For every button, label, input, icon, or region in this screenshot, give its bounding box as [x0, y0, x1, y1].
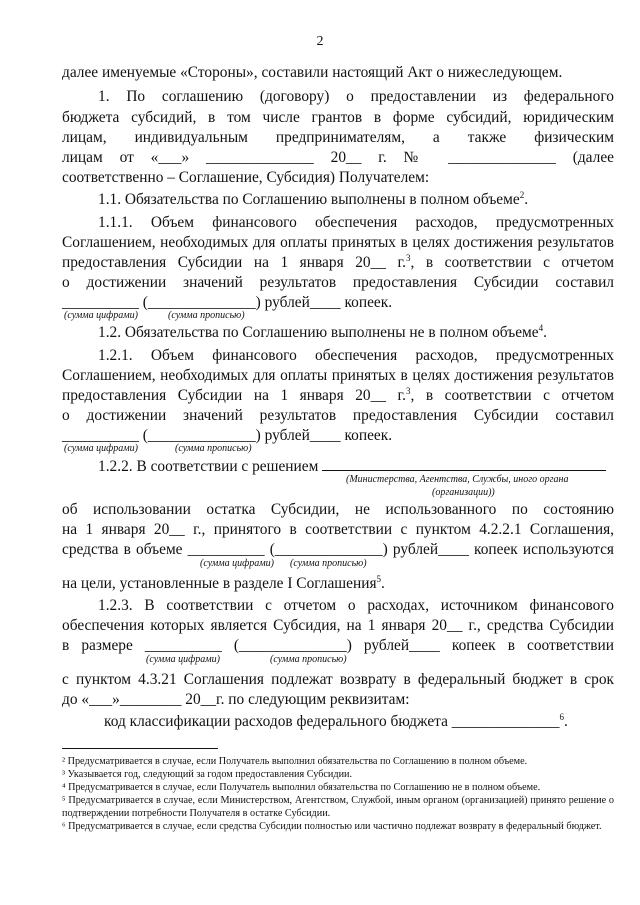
para-1-2-2-line: 1.2.2. В соответствии с решением — [98, 456, 614, 476]
footnote-ref: 5 — [376, 573, 382, 584]
para-1-line: лицам, индивидуальным предпринимателям, а также физическим — [62, 129, 614, 146]
hint-sum-words: (сумма прописью) — [175, 443, 252, 454]
para-1-2-1-line: о достижении значений результатов предоставления Субсидии составил — [62, 407, 614, 424]
budget-code-line: код классификации расходов федерального бюджета ______________$^6$. — [104, 711, 568, 730]
intro-line: далее именуемые «Стороны», составили настоящий Акт о нижеследующем. — [62, 64, 563, 81]
hint-sum-digits: (сумма цифрами) — [200, 558, 274, 569]
para-1-1-1-line: предоставления Субсидии на 1 января 20__ г.$^3$, в соответствии с отчетом — [62, 252, 614, 271]
para-1-2-2-line: об использовании остатка Субсидии, не использованного по состоянию — [62, 501, 614, 518]
para-1-1-1-amount: __________ (______________) рублей____ копеек. — [62, 294, 393, 311]
para-1-2-1-line: 1.2.1. Объем финансового обеспечения расходов, предусмотренных — [98, 347, 614, 364]
hint-sum-digits: (сумма цифрами) — [64, 443, 138, 454]
para-1-2-1-line: предоставления Субсидии на 1 января 20__ г.$^3$, в соответствии с отчетом — [62, 385, 614, 404]
para-1-2-3-line: в размере __________ (______________) рублей____ копеек в соответствии — [62, 637, 614, 654]
para-1-2-3-line: до «___»________ 20__г. по следующим реквизитам: — [62, 691, 410, 708]
para-1-2-3-line: с пунктом 4.3.21 Соглашения подлежат возврату в федеральный бюджет в срок — [62, 671, 614, 688]
hint-organization: (организации)) — [432, 487, 495, 498]
footnote-ref: 4 — [538, 322, 544, 333]
para-1-2-1-line: Соглашением, необходимых для оплаты принятых в целях достижения результатов — [62, 367, 614, 384]
para-1-2-2-line: на 1 января 20__ г., принятого в соответствии с пунктом 4.2.2.1 Соглашения, — [62, 521, 614, 538]
footnote-6: ⁶ Предусматривается в случае, если средства Субсидии полностью или частично подлежат возврату в федеральный бюджет. — [62, 821, 602, 832]
footnote-ref: 6 — [559, 711, 565, 722]
footnote-divider — [62, 748, 218, 749]
para-1-line: соответственно – Соглашение, Субсидия) Получателем: — [62, 169, 430, 186]
footnote-5: ⁵ Предусматривается в случае, если Министерством, Агентством, Службой, иным органом (организацией) принято решение о подтверждении потребности Получателя в остатке Субсидии. — [62, 795, 614, 819]
footnote-3: ³ Указывается год, следующий за годом предоставления Субсидии. — [62, 769, 353, 780]
para-1-line: бюджета субсидий, в том числе грантов в форме субсидий, юридическим — [62, 109, 614, 126]
decision-blank — [322, 456, 606, 471]
hint-ministry: (Министерства, Агентства, Службы, иного органа — [346, 474, 569, 485]
para-1-1-1-line: Соглашением, необходимых для оплаты принятых в целях достижения результатов — [62, 234, 614, 251]
para-1-2-3-line: обеспечения которых является Субсидия, на 1 января 20__ г., средства Субсидии — [62, 617, 614, 634]
hint-sum-digits: (сумма цифрами) — [64, 310, 138, 321]
para-1-1-1-line: 1.1.1. Объем финансового обеспечения расходов, предусмотренных — [98, 214, 614, 231]
para-1-2-2-line: на цели, установленные в разделе I Соглашения$^5$. — [62, 573, 385, 592]
para-1-2-1-amount: __________ (______________) рублей____ копеек. — [62, 427, 393, 444]
para-1-line: 1. По соглашению (договору) о предоставлении из федерального — [98, 88, 614, 105]
para-1-2-3-line: 1.2.3. В соответствии с отчетом о расходах, источником финансового — [98, 597, 614, 614]
footnote-ref: 2 — [519, 189, 525, 200]
hint-sum-digits: (сумма цифрами) — [146, 654, 220, 665]
footnote-2: ² Предусматривается в случае, если Получатель выполнил обязательства по Соглашению в полном объеме. — [62, 756, 528, 767]
para-1-1-1-line: о достижении значений результатов предоставления Субсидии составил — [62, 274, 614, 291]
footnote-4: ⁴ Предусматривается в случае, если Получатель выполнил обязательства по Соглашению не в полном объеме. — [62, 782, 541, 793]
para-1-2-heading: 1.2. Обязательства по Соглашению выполнены не в полном объеме$^4$. — [98, 322, 547, 341]
para-1-line: лицам от «___» ______________ 20__ г. № ______________ (далее — [62, 149, 614, 166]
para-1-1-heading: 1.1. Обязательства по Соглашению выполнены в полном объеме$^2$. — [98, 189, 529, 208]
footnote-ref: 3 — [405, 385, 411, 396]
para-1-2-2-line: средства в объеме __________ (______________) рублей____ копеек используются — [62, 541, 614, 558]
hint-sum-words: (сумма прописью) — [168, 310, 245, 321]
hint-sum-words: (сумма прописью) — [270, 654, 347, 665]
page-number: 2 — [316, 34, 324, 49]
footnote-ref: 3 — [405, 252, 411, 263]
hint-sum-words: (сумма прописью) — [290, 558, 367, 569]
